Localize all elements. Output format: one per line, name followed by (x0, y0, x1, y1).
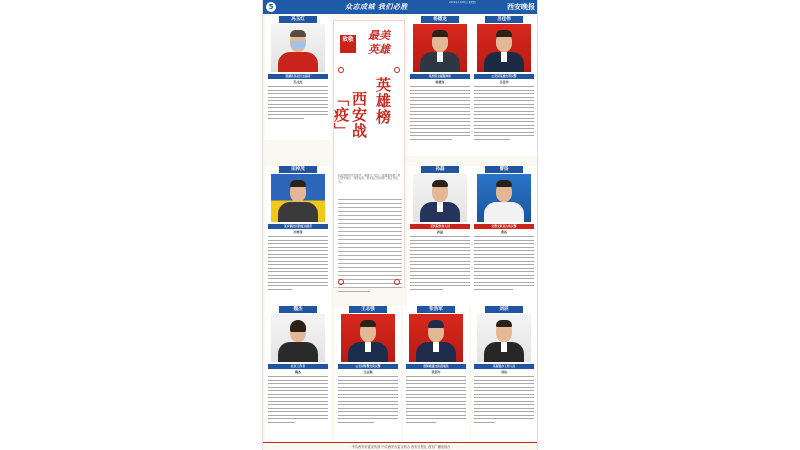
hero-photo (413, 174, 467, 222)
hero-caption: 某街道办工作人员 (474, 364, 534, 369)
hero-card (403, 306, 469, 440)
feature-title-line1: 最美 (368, 29, 390, 42)
hero-name-plate: 张浩军 (417, 306, 455, 313)
hero-card (335, 306, 401, 440)
hero-name-plate: 杨德龙 (421, 16, 459, 23)
hero-photo (271, 314, 325, 362)
hero-name-plate: 孙磊 (421, 166, 459, 173)
hero-name-plate: 王志强 (349, 306, 387, 313)
hero-subname: 王志强 (363, 370, 373, 374)
page-number: 5 (266, 2, 276, 12)
hero-caption: 某医院医务人员 (410, 224, 470, 229)
hero-article (410, 236, 470, 292)
hero-caption: 莲湖区某社区志愿者 (268, 74, 328, 79)
hero-caption: 某乡镇社区防疫志愿者 (268, 224, 328, 229)
hero-card (471, 306, 537, 440)
hero-article (474, 86, 534, 142)
banner-right-column: 英雄榜 (374, 77, 392, 125)
feature-banner (332, 77, 392, 169)
hero-name-plate: 吕佳伟 (485, 16, 523, 23)
hero-photo (341, 314, 395, 362)
hero-subname: 吕佳伟 (499, 80, 509, 84)
hero-caption: 消防救援支队指战员 (406, 364, 466, 369)
hero-name-plate: 刘辰 (485, 306, 523, 313)
intro-article (338, 199, 402, 295)
feature-title-line2: 英雄 (368, 43, 390, 56)
hero-subname: 田梓茂 (293, 230, 303, 234)
hero-article (338, 376, 398, 425)
hero-card (407, 166, 473, 306)
hero-photo (271, 174, 325, 222)
hero-name-plate: 田梓茂 (279, 166, 317, 173)
hero-photo (477, 24, 531, 72)
hero-subname: 孙磊 (436, 230, 443, 234)
hero-card (471, 16, 537, 156)
feature-title (356, 29, 402, 63)
hero-photo (477, 314, 531, 362)
hero-article (474, 376, 534, 425)
hero-photo (477, 174, 531, 222)
hero-subname: 魏杰 (294, 370, 301, 374)
page-footer: 中共西安市委宣传部 中共西安市委文明办 西安日报社 西安广播电视台 (263, 442, 538, 450)
hero-subname: 曹扬 (500, 230, 507, 234)
intro-text: 在疫情防控攻坚战中，涌现出一批又一批最美英雄，他们坚守岗位、冲锋在前，用实际行动诠释了责任与担当。 (338, 174, 401, 184)
hero-article (268, 376, 328, 425)
hero-name-plate: 冯玉红 (279, 16, 317, 23)
hero-subname: 张浩军 (431, 370, 441, 374)
hero-caption: 社区工作者 (268, 364, 328, 369)
hero-subname: 冯玉红 (293, 80, 303, 84)
hero-name-plate: 魏杰 (279, 306, 317, 313)
hero-card (265, 16, 331, 140)
hero-card (265, 306, 331, 440)
hero-card (471, 166, 537, 306)
hero-subname: 杨德龙 (435, 80, 445, 84)
paper-name: 西安晚报 (507, 2, 535, 11)
masthead-slogan: 众志成城 我们必胜 (345, 3, 408, 11)
banner-left-column: 西安战「疫」 (332, 91, 368, 139)
hero-photo (271, 24, 325, 72)
hero-subname: 刘辰 (500, 370, 507, 374)
hero-caption: 某医院志愿服务队 (410, 74, 470, 79)
hero-article (406, 376, 466, 425)
hero-photo (409, 314, 463, 362)
hero-article (268, 86, 328, 121)
newspaper-page (262, 0, 538, 450)
masthead (263, 0, 538, 14)
hero-photo (413, 24, 467, 72)
hero-caption: 公安局特警支队民警 (338, 364, 398, 369)
hero-article (268, 236, 328, 292)
hero-article (410, 86, 470, 142)
salute-badge: 致敬 (340, 35, 356, 53)
hero-caption: 交警支队某大队民警 (474, 224, 534, 229)
hero-caption: 公安局某派出所民警 (474, 74, 534, 79)
masthead-date: 2022年1月20日 星期四 (449, 1, 476, 4)
hero-card (265, 166, 331, 306)
feature-header (333, 20, 405, 288)
hero-card (407, 16, 473, 156)
hero-name-plate: 曹扬 (485, 166, 523, 173)
hero-article (474, 236, 534, 292)
